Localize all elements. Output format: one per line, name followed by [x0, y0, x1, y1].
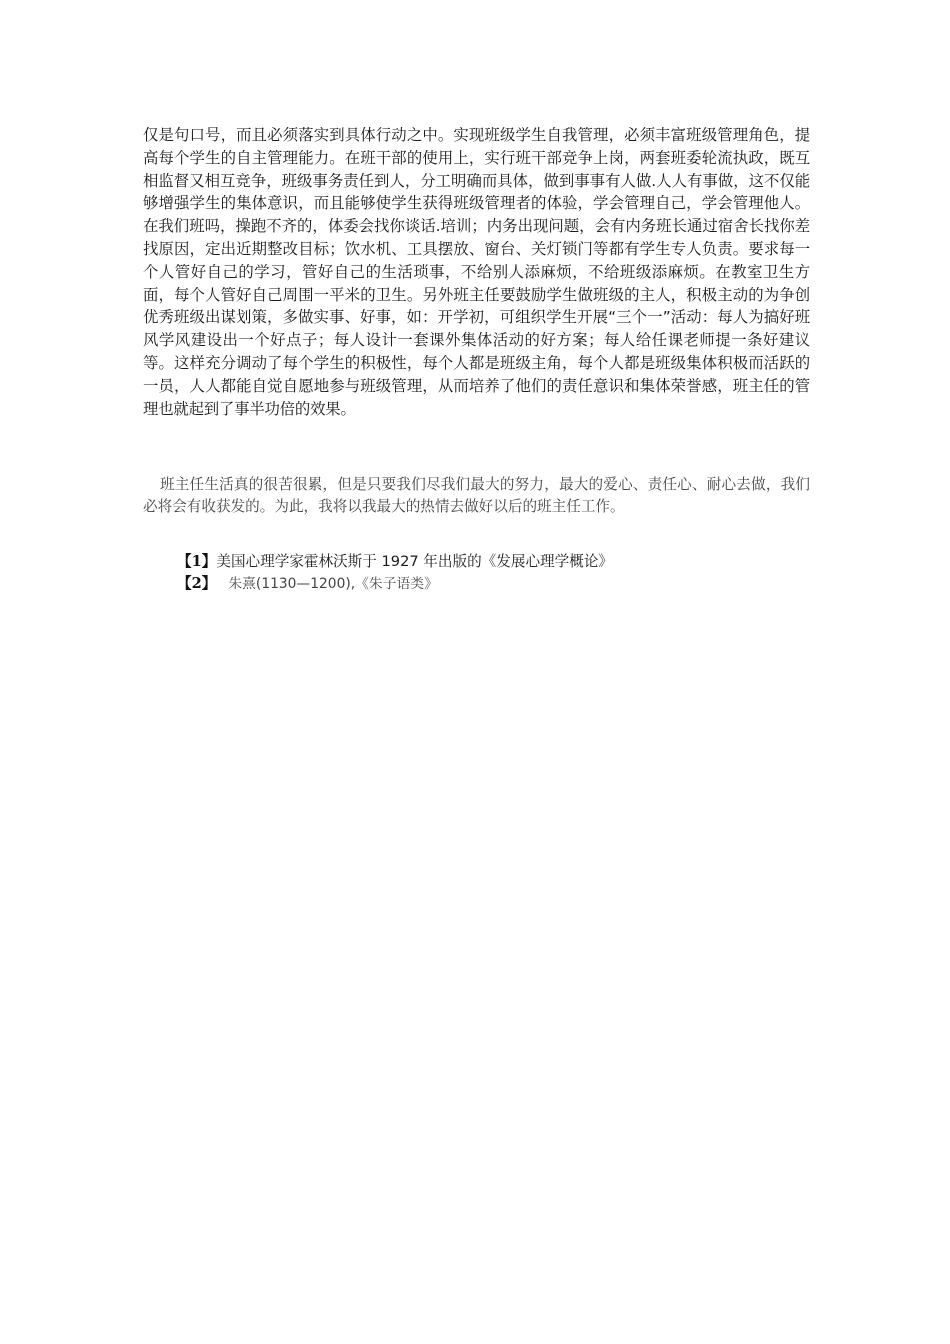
footnote-marker: 【2】 [177, 575, 217, 592]
footnote-item [177, 551, 797, 573]
main-paragraph: 仅是句口号，而且必须落实到具体行动之中。实现班级学生自我管理，必须丰富班级管理角色，提高每个学生的自主管理能力。在班干部的使用上，实行班干部竞争上岗，两套班委轮流执政，既互相监督又相互竞争，班级事务责任到人，分工明确而具体，做到事事有人做.人人有事做，这不仅能够增强学生的集体意识，而且能够使学生获得班级管理者的体验，学会管理自己，学会管理他人。在我们班吗，操跑不齐的，体委会找你谈话.培训；内务出现问题，会有内务班长通过宿舍长找你差找原因，定出近期整改目标；饮水机、工具摆放、窗台、关灯锁门等都有学生专人负责。要求每一个人管好自己的学习，管好自己的生活琐事，不给别人添麻烦，不给班级添麻烦。在教室卫生方面，每个人管好自己周围一平米的卫生。另外班主任要鼓励学生做班级的主人，积极主动的为争创优秀班级出谋划策，多做实事、好事，如：开学初，可组织学生开展“三个一”活动：每人为搞好班风学风建设出一个好点子；每人设计一套课外集体活动的好方案；每人给任课老师提一条好建议等。这样充分调动了每个学生的积极性，每个人都是班级主角，每个人都是班级集体积极而活跃的一员，人人都能自觉自愿地参与班级管理，从而培养了他们的责任意识和集体荣誉感，班主任的管理也就起到了事半功倍的效果。 [143, 126, 810, 418]
footnote-text: 美国心理学家霍林沃斯于 1927 年出版的《发展心理学概论》 [216, 553, 614, 570]
footnote-marker: 【1】 [177, 553, 217, 570]
footnote-item [177, 573, 797, 595]
conclusion-paragraph: 班主任生活真的很苦很累，但是只要我们尽我们最大的努力，最大的爱心、责任心、耐心去做，我们必将会有收获发的。为此，我将以我最大的热情去做好以后的班主任工作。 [143, 476, 810, 516]
footnote-text: 朱熹(1130—1200),《朱子语类》 [228, 576, 438, 592]
footnotes-list [177, 551, 797, 595]
